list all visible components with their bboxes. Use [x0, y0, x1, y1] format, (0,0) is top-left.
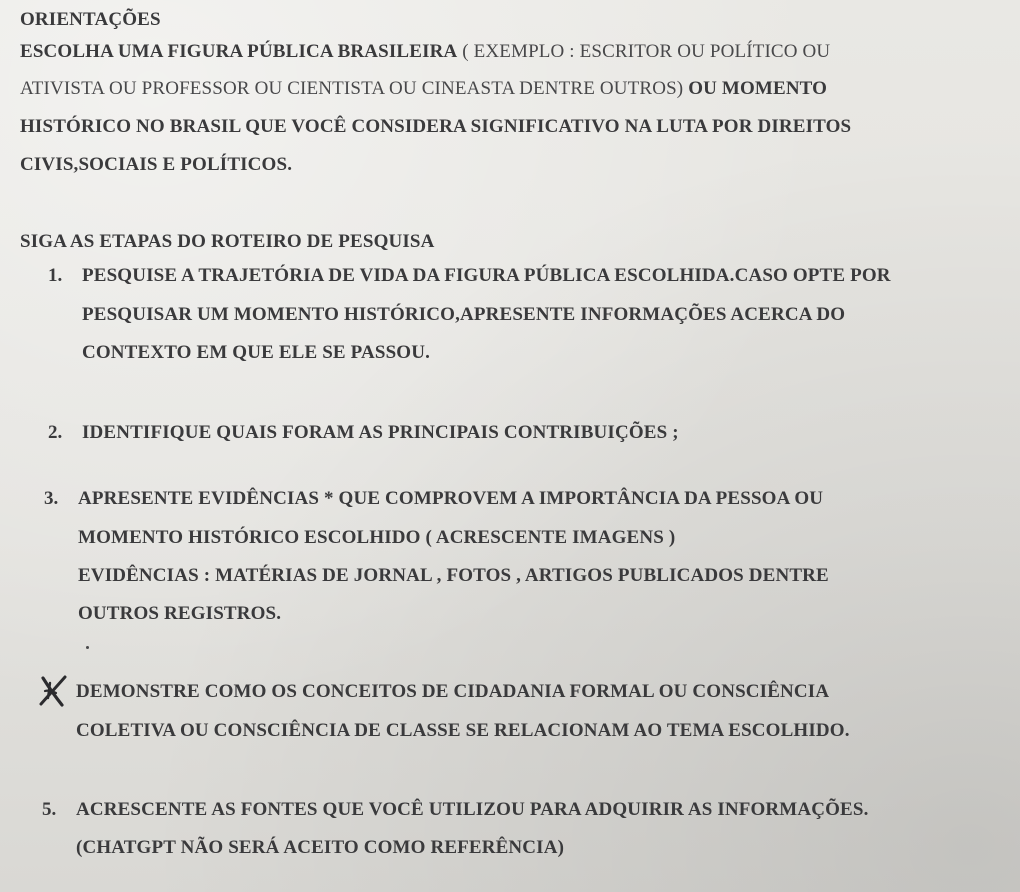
stray-ink-dot: [86, 646, 89, 649]
intro-line-1-bold: ESCOLHA UMA FIGURA PÚBLICA BRASILEIRA: [20, 41, 458, 62]
intro-line-2-normal: ATIVISTA OU PROFESSOR OU CIENTISTA OU CINEASTA DENTRE OUTROS): [20, 78, 684, 99]
intro-line-1-normal: ( EXEMPLO : ESCRITOR OU POLÍTICO OU: [457, 41, 831, 62]
step-3-line-1: APRESENTE EVIDÊNCIAS * QUE COMPROVEM A IMPORTÂNCIA DA PESSOA OU: [78, 488, 824, 509]
intro-line-2-bold: OU MOMENTO: [683, 78, 828, 99]
handwritten-x-mark-icon: [36, 674, 70, 708]
intro-line-2: [20, 77, 827, 101]
step-1-number: 1.: [48, 265, 63, 286]
step-5-line-1: ACRESCENTE AS FONTES QUE VOCÊ UTILIZOU PARA ADQUIRIR AS INFORMAÇÕES.: [76, 799, 869, 820]
step-3-line-3: EVIDÊNCIAS : MATÉRIAS DE JORNAL , FOTOS , ARTIGOS PUBLICADOS DENTRE: [78, 565, 829, 586]
step-1-line-2: PESQUISAR UM MOMENTO HISTÓRICO,APRESENTE INFORMAÇÕES ACERCA DO: [82, 304, 846, 325]
step-5-number: 5.: [42, 799, 57, 820]
page-heading: ORIENTAÇÕES: [20, 9, 161, 30]
step-3-number: 3.: [44, 488, 59, 509]
step-4-line-2: COLETIVA OU CONSCIÊNCIA DE CLASSE SE RELACIONAM AO TEMA ESCOLHIDO.: [76, 720, 850, 741]
intro-line-1: [20, 40, 830, 64]
step-2-line-1: IDENTIFIQUE QUAIS FORAM AS PRINCIPAIS CONTRIBUIÇÕES ;: [82, 422, 679, 443]
intro-line-4: CIVIS,SOCIAIS E POLÍTICOS.: [20, 154, 293, 175]
step-5-line-2: (CHATGPT NÃO SERÁ ACEITO COMO REFERÊNCIA): [76, 837, 565, 858]
step-1-line-3: CONTEXTO EM QUE ELE SE PASSOU.: [82, 342, 430, 363]
step-1-line-1: PESQUISE A TRAJETÓRIA DE VIDA DA FIGURA PÚBLICA ESCOLHIDA.CASO OPTE POR: [82, 265, 891, 286]
step-3-line-2: MOMENTO HISTÓRICO ESCOLHIDO ( ACRESCENTE IMAGENS ): [78, 527, 676, 548]
intro-line-3: HISTÓRICO NO BRASIL QUE VOCÊ CONSIDERA SIGNIFICATIVO NA LUTA POR DIREITOS: [20, 116, 852, 137]
step-3-line-4: OUTROS REGISTROS.: [78, 603, 282, 624]
step-4-line-1: DEMONSTRE COMO OS CONCEITOS DE CIDADANIA FORMAL OU CONSCIÊNCIA: [76, 681, 830, 702]
steps-heading: SIGA AS ETAPAS DO ROTEIRO DE PESQUISA: [20, 231, 435, 252]
step-2-number: 2.: [48, 422, 63, 443]
